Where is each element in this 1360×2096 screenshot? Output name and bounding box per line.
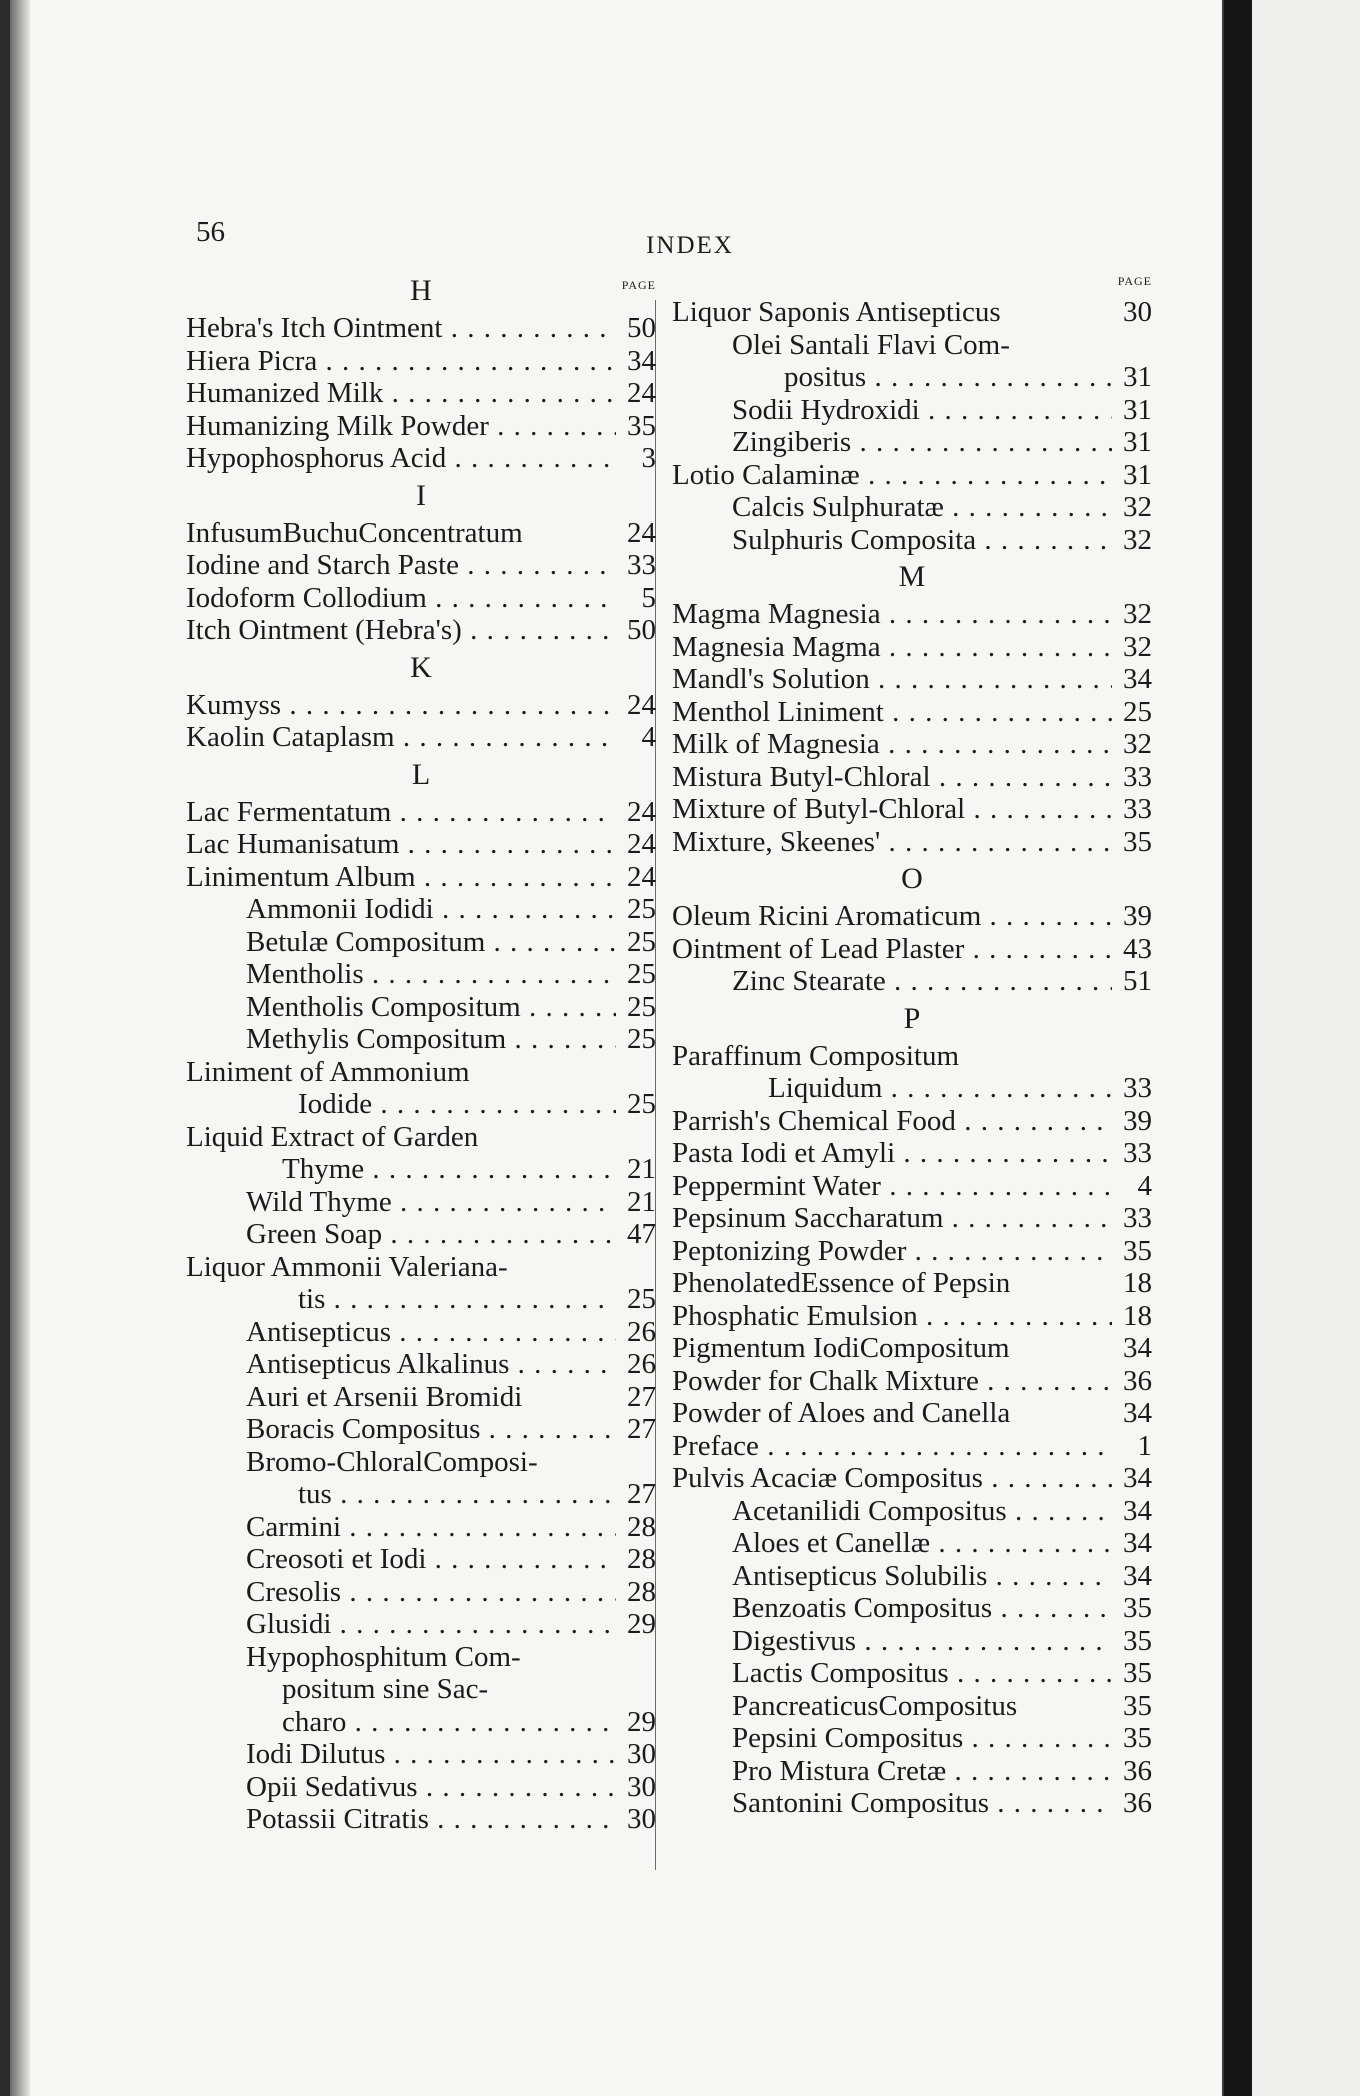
index-entry [186, 1381, 656, 1414]
index-entry [186, 893, 656, 926]
index-entry [672, 965, 1152, 998]
entry-page-number: 35 [1123, 1722, 1152, 1754]
entry-term: Iodine and Starch Paste . . . [186, 549, 616, 582]
index-entry [672, 1072, 1152, 1105]
entry-page-number: 33 [1123, 1137, 1152, 1169]
entry-page-number: 24 [627, 860, 656, 893]
entry-term: Creosoti et Iodi . . . [246, 1543, 616, 1576]
index-entry [672, 1105, 1152, 1138]
entry-term: Iodide . . . [298, 1088, 616, 1121]
entry-term: tis . . . [298, 1283, 616, 1316]
index-entry [186, 1413, 656, 1446]
entry-term: Pulvis Acaciæ Compositus . . . [672, 1462, 1112, 1495]
entry-term: InfusumBuchuConcentratum [186, 516, 523, 549]
entry-page-number: 31 [1123, 458, 1152, 491]
entry-term: Wild Thyme . . . [246, 1186, 616, 1219]
entry-page-number: 34 [627, 344, 656, 377]
index-entry [672, 793, 1152, 826]
entry-term: Hebra's Itch Ointment . . . [186, 312, 616, 345]
index-entry [672, 1040, 1152, 1073]
index-entry [672, 728, 1152, 761]
entry-term: Itch Ointment (Hebra's) . . . [186, 614, 616, 647]
entry-page-number: 25 [627, 1088, 656, 1120]
entry-term: Liquid Extract of Garden [186, 1120, 479, 1153]
entry-term: Lactis Compositus . . . [732, 1657, 1112, 1690]
section-letter [672, 858, 1152, 900]
entry-page-number: 24 [627, 688, 656, 721]
entry-term: Peptonizing Powder . . . [672, 1235, 1112, 1268]
entry-page-number: 35 [1123, 1624, 1152, 1657]
index-entry [186, 1056, 656, 1089]
entry-term: Parrish's Chemical Food . . . [672, 1105, 1112, 1138]
index-entry [672, 1722, 1152, 1755]
index-entry [672, 1625, 1152, 1658]
section-letter-text: M [898, 560, 926, 593]
entry-term: Antisepticus Solubilis . . . [732, 1560, 1112, 1593]
entry-term: Iodi Dilutus . . . [246, 1738, 616, 1771]
entry-page-number: 34 [1123, 1559, 1152, 1592]
entry-term: Ammonii Iodidi . . . [246, 893, 616, 926]
entry-page-number: 24 [627, 516, 656, 549]
index-entry [672, 459, 1152, 492]
entry-term: Zingiberis . . . [732, 426, 1112, 459]
index-entry [186, 1023, 656, 1056]
adjacent-page [1252, 0, 1360, 2096]
entry-page-number: 32 [1123, 523, 1152, 556]
entry-page-number: 26 [627, 1348, 656, 1380]
entry-page-number: 29 [627, 1705, 656, 1738]
index-entry [672, 631, 1152, 664]
entry-page-number: 33 [1123, 1202, 1152, 1234]
index-entry [186, 1608, 656, 1641]
entry-term: Liquor Ammonii Valeriana- [186, 1250, 508, 1283]
entry-page-number: 35 [1123, 1234, 1152, 1267]
index-entry [186, 1738, 656, 1771]
entry-term: Peppermint Water . . . [672, 1170, 1112, 1203]
entry-page-number: 35 [1123, 1689, 1152, 1722]
entry-page-number: 32 [1123, 491, 1152, 523]
entry-term: Olei Santali Flavi Com- [732, 328, 1010, 361]
entry-term: Pro Mistura Cretæ . . . [732, 1755, 1112, 1788]
index-entry [672, 1527, 1152, 1560]
entry-page-number: 36 [1123, 1787, 1152, 1819]
entry-term: Acetanilidi Compositus . . . [732, 1495, 1112, 1528]
index-entry [186, 410, 656, 443]
entry-term: Humanized Milk . . . [186, 377, 616, 410]
entry-page-number: 43 [1123, 932, 1152, 965]
index-entry [672, 1787, 1152, 1820]
page-header: INDEX [646, 232, 734, 259]
entry-term: Opii Sedativus . . . [246, 1771, 616, 1804]
entry-page-number: 24 [627, 828, 656, 860]
index-entry [672, 329, 1152, 362]
index-entry [672, 1755, 1152, 1788]
index-entry [186, 721, 656, 754]
index-entry [186, 1088, 656, 1121]
section-letter [186, 475, 656, 517]
index-entry [186, 1673, 656, 1706]
entry-term: Sulphuris Composita . . . [732, 524, 1112, 557]
section-letter [672, 998, 1152, 1040]
entry-page-number: 29 [627, 1608, 656, 1640]
index-entry [186, 1543, 656, 1576]
entry-term: Preface . . . [672, 1430, 1112, 1463]
entry-term: Oleum Ricini Aromaticum . . . [672, 900, 1112, 933]
index-entry [672, 1170, 1152, 1203]
entry-term: Betulæ Compositum . . . [246, 926, 616, 959]
entry-page-number: 4 [641, 721, 656, 753]
index-entry [672, 524, 1152, 557]
entry-page-number: 28 [627, 1510, 656, 1543]
entry-page-number: 18 [1123, 1299, 1152, 1332]
entry-page-number: 5 [641, 581, 656, 614]
entry-page-number: 30 [627, 1770, 656, 1803]
index-entry [186, 861, 656, 894]
entry-page-number: 1 [1137, 1429, 1152, 1462]
index-entry [186, 1316, 656, 1349]
index-entry [186, 345, 656, 378]
entry-term: Lac Fermentatum . . . [186, 796, 616, 829]
entry-page-number: 30 [627, 1738, 656, 1770]
entry-term: Mistura Butyl-Chloral . . . [672, 761, 1112, 794]
index-entry [186, 796, 656, 829]
entry-term: Mixture, Skeenes' . . . [672, 826, 1112, 859]
index-entry [186, 1348, 656, 1381]
entry-term: tus . . . [298, 1478, 616, 1511]
entry-page-number: 51 [1123, 965, 1152, 997]
entry-term: Auri et Arsenii Bromidi [246, 1380, 523, 1413]
page-column-label: PAGE [1117, 274, 1152, 288]
index-entry [672, 1332, 1152, 1365]
book-page [10, 0, 1224, 2096]
index-entry [186, 828, 656, 861]
index-entry [672, 933, 1152, 966]
entry-term: Menthol Liniment . . . [672, 696, 1112, 729]
entry-page-number: 31 [1123, 426, 1152, 458]
index-column-right [672, 274, 1152, 1820]
index-entry [672, 491, 1152, 524]
entry-page-number: 39 [1123, 1104, 1152, 1137]
entry-term: Linimentum Album . . . [186, 861, 616, 894]
index-entry [672, 1690, 1152, 1723]
entry-page-number: 26 [627, 1315, 656, 1348]
entry-term: Hypophosphitum Com- [246, 1640, 521, 1673]
entry-page-number: 35 [1123, 825, 1152, 858]
entry-page-number: 27 [627, 1380, 656, 1413]
entry-term: Glusidi . . . [246, 1608, 616, 1641]
index-entry [672, 1397, 1152, 1430]
entry-term: Antisepticus . . . [246, 1316, 616, 1349]
entry-page-number: 32 [1123, 630, 1152, 663]
entry-term: Iodoform Collodium . . . [186, 582, 616, 615]
entry-term: Phosphatic Emulsion . . . [672, 1300, 1112, 1333]
entry-term: Antisepticus Alkalinus . . . [246, 1348, 616, 1381]
entry-page-number: 32 [1123, 598, 1152, 630]
index-entry [672, 598, 1152, 631]
entry-page-number: 25 [627, 1023, 656, 1055]
entry-term: Green Soap . . . [246, 1218, 616, 1251]
entry-page-number: 35 [1123, 1592, 1152, 1624]
entry-page-number: 18 [1123, 1267, 1152, 1299]
entry-term: Pepsinum Saccharatum . . . [672, 1202, 1112, 1235]
entry-page-number: 4 [1137, 1169, 1152, 1202]
entry-term: Magma Magnesia . . . [672, 598, 1112, 631]
entry-term: Carmini . . . [246, 1511, 616, 1544]
book-spine-shadow [1224, 0, 1252, 2096]
entry-term: Kaolin Cataplasm . . . [186, 721, 616, 754]
entry-page-number: 33 [1123, 793, 1152, 825]
section-letter-text: P [903, 1001, 921, 1035]
entry-term: Hiera Picra . . . [186, 345, 616, 378]
section-letter [186, 270, 656, 312]
section-letter [672, 556, 1152, 598]
index-entry [672, 1365, 1152, 1398]
entry-page-number: 24 [627, 377, 656, 409]
entry-page-number: 24 [627, 795, 656, 828]
entry-term: Lotio Calaminæ . . . [672, 459, 1112, 492]
entry-page-number: 31 [1123, 393, 1152, 426]
entry-page-number: 27 [627, 1478, 656, 1510]
index-entry [186, 582, 656, 615]
index-entry [672, 761, 1152, 794]
index-entry [186, 1251, 656, 1284]
index-entry [186, 1641, 656, 1674]
entry-page-number: 36 [1123, 1364, 1152, 1397]
index-entry [186, 1283, 656, 1316]
entry-term: Pigmentum IodiCompositum [672, 1332, 1010, 1364]
entry-term: Mentholis . . . [246, 958, 616, 991]
entry-term: Mentholis Compositum . . . [246, 991, 616, 1024]
entry-page-number: 33 [1123, 1072, 1152, 1104]
entry-page-number: 25 [1123, 695, 1152, 728]
entry-term: Potassii Citratis . . . [246, 1803, 616, 1836]
index-entry [186, 1218, 656, 1251]
entry-term: Lac Humanisatum . . . [186, 828, 616, 861]
entry-term: Thyme . . . [282, 1153, 616, 1186]
index-entry [672, 1235, 1152, 1268]
entry-page-number: 28 [627, 1575, 656, 1608]
index-entry [672, 1137, 1152, 1170]
section-letter-text: H [410, 274, 432, 307]
entry-term: Powder for Chalk Mixture . . . [672, 1365, 1112, 1398]
index-entry [186, 1803, 656, 1836]
entry-page-number: 39 [1123, 900, 1152, 932]
index-entry [672, 394, 1152, 427]
entry-term: Kumyss . . . [186, 689, 616, 722]
entry-term: Calcis Sulphuratæ . . . [732, 491, 1112, 524]
gutter-shadow [10, 0, 30, 2096]
index-entry [186, 1153, 656, 1186]
entry-page-number: 33 [627, 549, 656, 581]
entry-term: Ointment of Lead Plaster . . . [672, 933, 1112, 966]
index-entry [672, 1495, 1152, 1528]
index-entry [186, 1446, 656, 1479]
page-column-label: PAGE [621, 278, 656, 292]
index-entry [186, 312, 656, 345]
entry-term: Santonini Compositus . . . [732, 1787, 1112, 1820]
entry-term: Methylis Compositum . . . [246, 1023, 616, 1056]
entry-page-number: 33 [1123, 760, 1152, 793]
entry-term: Boracis Compositus . . . [246, 1413, 616, 1446]
entry-term: Magnesia Magma . . . [672, 631, 1112, 664]
index-entry [186, 1511, 656, 1544]
entry-term: Sodii Hydroxidi . . . [732, 394, 1112, 427]
entry-term: Digestivus . . . [732, 1625, 1112, 1658]
entry-page-number: 34 [1123, 1332, 1152, 1364]
entry-term: Mixture of Butyl-Chloral . . . [672, 793, 1112, 826]
index-entry [672, 663, 1152, 696]
section-letter-text: L [411, 757, 431, 791]
index-entry [186, 1576, 656, 1609]
entry-term: charo . . . [282, 1706, 616, 1739]
section-letter-text: O [901, 862, 923, 895]
section-letter [186, 754, 656, 796]
section-letter-text: K [410, 650, 432, 684]
entry-page-number: 35 [627, 409, 656, 442]
entry-page-number: 31 [1123, 361, 1152, 393]
entry-term: Cresolis . . . [246, 1576, 616, 1609]
entry-term: Humanizing Milk Powder . . . [186, 410, 616, 443]
index-entry [672, 696, 1152, 729]
entry-page-number: 34 [1123, 1494, 1152, 1527]
entry-term: Aloes et Canellæ . . . [732, 1527, 1112, 1560]
entry-page-number: 25 [627, 1283, 656, 1315]
entry-term: positus . . . [784, 361, 1112, 394]
index-entry [672, 426, 1152, 459]
entry-page-number: 25 [627, 990, 656, 1023]
index-entry [672, 826, 1152, 859]
entry-page-number: 34 [1123, 1462, 1152, 1494]
index-entry [672, 1267, 1152, 1300]
entry-page-number: 25 [627, 925, 656, 958]
entry-page-number: 50 [627, 312, 656, 344]
index-entry [672, 361, 1152, 394]
index-entry [186, 377, 656, 410]
entry-term: Liquor Saponis Antisepticus [672, 296, 1001, 328]
entry-term: Zinc Stearate . . . [732, 965, 1112, 998]
page-number: 56 [196, 216, 225, 248]
index-entry [672, 1430, 1152, 1463]
entry-term: positum sine Sac- [282, 1673, 489, 1705]
entry-term: Pasta Iodi et Amyli . . . [672, 1137, 1112, 1170]
index-entry [186, 991, 656, 1024]
index-entry [672, 1560, 1152, 1593]
entry-term: PancreaticusCompositus [732, 1689, 1018, 1722]
entry-term: Hypophosphorus Acid . . . [186, 442, 616, 475]
index-entry [186, 1478, 656, 1511]
entry-term: Liquidum . . . [768, 1072, 1112, 1105]
entry-page-number: 36 [1123, 1754, 1152, 1787]
entry-page-number: 30 [1123, 296, 1152, 328]
entry-page-number: 50 [627, 614, 656, 646]
entry-term: PhenolatedEssence of Pepsin [672, 1267, 1011, 1299]
index-entry [186, 614, 656, 647]
entry-page-number: 28 [627, 1543, 656, 1575]
entry-page-number: 21 [627, 1185, 656, 1218]
section-letter [186, 647, 656, 689]
entry-term: Milk of Magnesia . . . [672, 728, 1112, 761]
index-entry [186, 926, 656, 959]
index-entry [186, 1706, 656, 1739]
index-entry [186, 689, 656, 722]
entry-page-number: 3 [641, 442, 656, 474]
entry-page-number: 34 [1123, 1397, 1152, 1429]
index-entry [186, 1771, 656, 1804]
entry-term: Mandl's Solution . . . [672, 663, 1112, 696]
index-entry [186, 442, 656, 475]
index-entry [672, 1202, 1152, 1235]
entry-page-number: 32 [1123, 728, 1152, 760]
entry-page-number: 27 [627, 1413, 656, 1445]
section-letter-text: I [416, 478, 426, 512]
entry-term: Powder of Aloes and Canella [672, 1397, 1011, 1429]
entry-term: Paraffinum Compositum [672, 1039, 960, 1072]
index-column-left [186, 270, 656, 1836]
index-entry [186, 517, 656, 550]
index-entry [672, 1592, 1152, 1625]
entry-page-number: 34 [1123, 1527, 1152, 1559]
entry-page-number: 30 [627, 1803, 656, 1835]
index-entry [672, 1657, 1152, 1690]
index-entry [186, 1121, 656, 1154]
index-entry [672, 1462, 1152, 1495]
index-entry [186, 549, 656, 582]
index-entry [672, 900, 1152, 933]
entry-term: Bromo-ChloralComposi- [246, 1445, 538, 1478]
index-entry [186, 958, 656, 991]
entry-term: Liniment of Ammonium [186, 1055, 470, 1088]
entry-page-number: 47 [627, 1218, 656, 1250]
entry-page-number: 25 [627, 958, 656, 990]
entry-page-number: 35 [1123, 1657, 1152, 1689]
index-entry [672, 1300, 1152, 1333]
entry-page-number: 21 [627, 1153, 656, 1185]
index-entry [672, 296, 1152, 329]
entry-page-number: 34 [1123, 663, 1152, 695]
entry-term: Pepsini Compositus . . . [732, 1722, 1112, 1755]
entry-term: Benzoatis Compositus . . . [732, 1592, 1112, 1625]
entry-page-number: 25 [627, 893, 656, 925]
index-entry [186, 1186, 656, 1219]
